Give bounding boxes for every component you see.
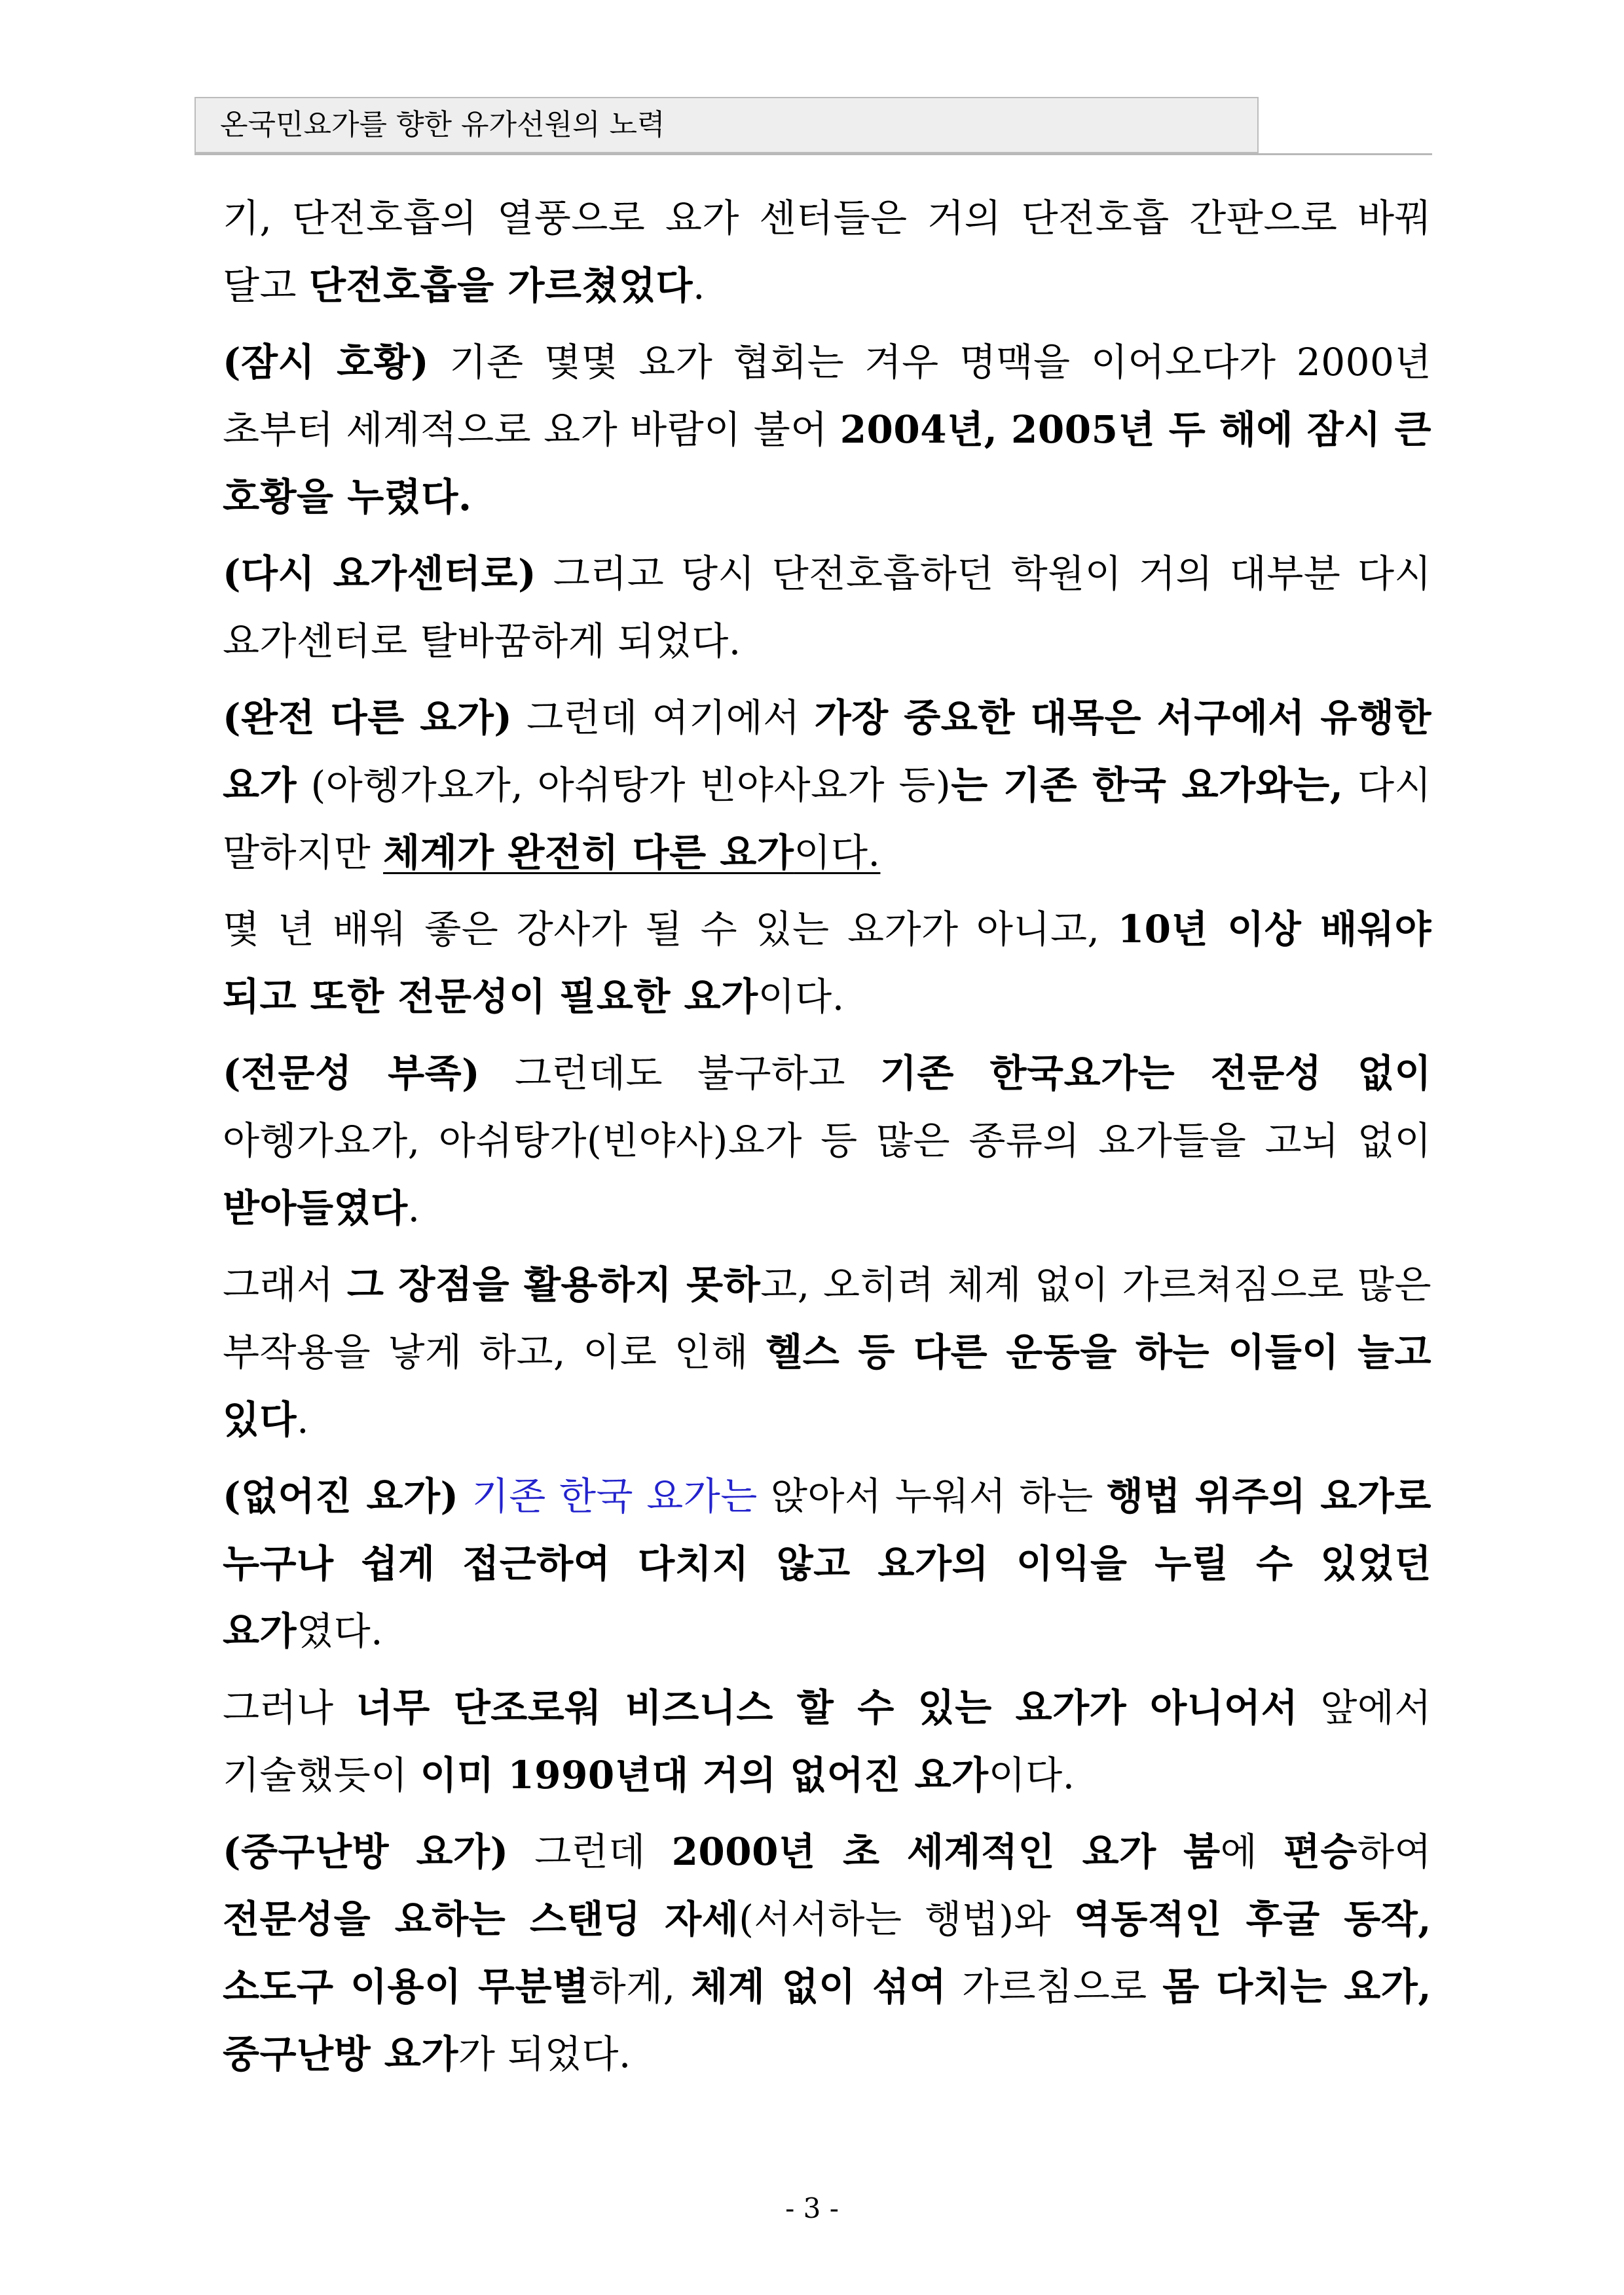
paragraph-1	[223, 329, 1431, 531]
text-segment: 몸 다치는 요가, 중구난방 요가	[223, 1964, 1432, 2076]
page-number: - 3 -	[785, 2192, 839, 2224]
document-body	[223, 185, 1431, 2097]
text-segment: 그래서	[223, 1262, 347, 1307]
text-segment: 전문성을 요하는 스탠딩 자세	[223, 1897, 739, 1941]
paragraph-7	[223, 1463, 1431, 1665]
text-segment: (서서하는 행법)와	[739, 1897, 1074, 1941]
text-segment: 역동적인 후굴 동작, 소도구 이용이 무분별	[223, 1897, 1432, 2009]
text-segment: 앉아서 누워서 하는	[757, 1474, 1107, 1518]
text-segment: 기존 몇몇 요가 협회는 겨우 명맥을 이어오다가 2000년 초부터 세계적으로 요가 바람이 불어	[223, 340, 1431, 452]
text-segment: 10년 이상 배워야 되고 또한 전문성이 필요한 요가	[223, 907, 1431, 1019]
text-segment: 그런데도 불구하고	[480, 1051, 880, 1095]
text-segment: (완전 다른 요가)	[223, 695, 513, 740]
text-segment: 가르침으로	[946, 1964, 1163, 2009]
text-segment: (전문성 부족)	[223, 1051, 481, 1095]
text-segment: 이다.	[794, 830, 881, 875]
text-segment: 기존 한국요가는 전문성 없이	[879, 1051, 1431, 1095]
text-segment: 행법 위주의 요가로 누구나 쉽게 접근하여 다치지 않고 요가의 이익을 누릴 수 있었던 요가	[223, 1474, 1431, 1653]
text-segment: 편승	[1283, 1829, 1357, 1874]
text-segment: 에	[1220, 1829, 1283, 1874]
text-segment: 가장 중요한 대목은 서구에서 유행한 요가	[223, 695, 1431, 807]
text-segment: 체계 없이 섞여	[691, 1964, 947, 2009]
paragraph-8	[223, 1674, 1431, 1809]
text-segment: 이다.	[988, 1753, 1075, 1797]
text-segment: 단전호흡을 가르쳤었다	[309, 263, 693, 308]
paragraph-3	[223, 684, 1431, 887]
header-rule	[194, 153, 1432, 155]
text-segment: 그 장점을 활용하지 못하	[346, 1262, 761, 1307]
paragraph-9	[223, 1818, 1431, 2088]
text-segment: 체계가 완전히 다른 요가	[383, 830, 794, 875]
header-title: 온국민요가를 향한 유가선원의 노력	[220, 108, 665, 141]
text-segment: 였다.	[297, 1609, 384, 1653]
text-segment: 그리고 당시 단전호흡하던 학원이 거의 대부분 다시 요가센터로 탈바꿈하게 되었다.	[223, 551, 1431, 663]
text-segment: 이다.	[758, 974, 845, 1019]
paragraph-4	[223, 896, 1431, 1031]
text-segment: 하게,	[589, 1964, 692, 2009]
text-segment: 2000년 초 세계적인 요가 붐	[671, 1829, 1221, 1874]
text-segment: 2004년, 2005년 두 해에 잠시 큰 호황을 누렸다.	[223, 407, 1431, 519]
text-segment: (중구난방 요가)	[223, 1829, 509, 1874]
text-segment: 그러나	[223, 1685, 356, 1730]
text-segment: 이미 1990년대 거의 없어진 요가	[420, 1753, 989, 1797]
text-segment: (다시 요가센터로)	[223, 551, 537, 596]
paragraph-2	[223, 540, 1431, 675]
text-segment: 는 기존 한국 요가와는,	[951, 763, 1344, 807]
text-segment: (없어진 요가)	[223, 1474, 459, 1518]
paragraph-5	[223, 1040, 1431, 1242]
text-segment: 아헹가요가, 아쉬탕가(빈야사)요가 등 많은 종류의 요가들을 고뇌 없이	[223, 1118, 1431, 1163]
text-segment: (아헹가요가, 아쉬탕가 빈야사요가 등)	[297, 763, 951, 807]
text-segment: .	[692, 263, 705, 308]
text-segment: .	[297, 1397, 309, 1442]
text-segment: 그런데	[508, 1829, 672, 1874]
text-segment: 헬스 등 다른 운동을 하는 이들이 늘고 있다	[223, 1330, 1431, 1442]
text-segment: 받아들였다	[223, 1186, 408, 1230]
text-segment: 너무 단조로워 비즈니스 할 수 있는 요가가 아니어서	[356, 1685, 1299, 1730]
text-segment: 기, 단전호흡의 열풍으로 요가 센터들은 거의 단전호흡 간판으로 바꿔 달고	[223, 196, 1431, 308]
text-segment: 고, 오히려 체계 없이 가르쳐짐으로 많은 부작용을 낳게 하고, 이로 인해	[223, 1262, 1431, 1374]
text-segment: 가 되었다.	[458, 2032, 631, 2076]
text-segment: 하여	[1357, 1829, 1432, 1874]
paragraph-0	[223, 185, 1431, 320]
paragraph-6	[223, 1251, 1431, 1454]
text-segment: 다시 말하지만	[223, 763, 1431, 875]
text-segment: 기존 한국 요가는	[471, 1474, 758, 1518]
text-segment: .	[407, 1186, 420, 1230]
text-segment	[458, 1474, 471, 1518]
text-segment: 앞에서 기술했듯이	[223, 1685, 1431, 1797]
text-segment: (잠시 호황)	[223, 340, 430, 384]
text-segment: 그런데 여기에서	[512, 695, 815, 740]
text-segment: 몇 년 배워 좋은 강사가 될 수 있는 요가가 아니고,	[223, 907, 1118, 951]
